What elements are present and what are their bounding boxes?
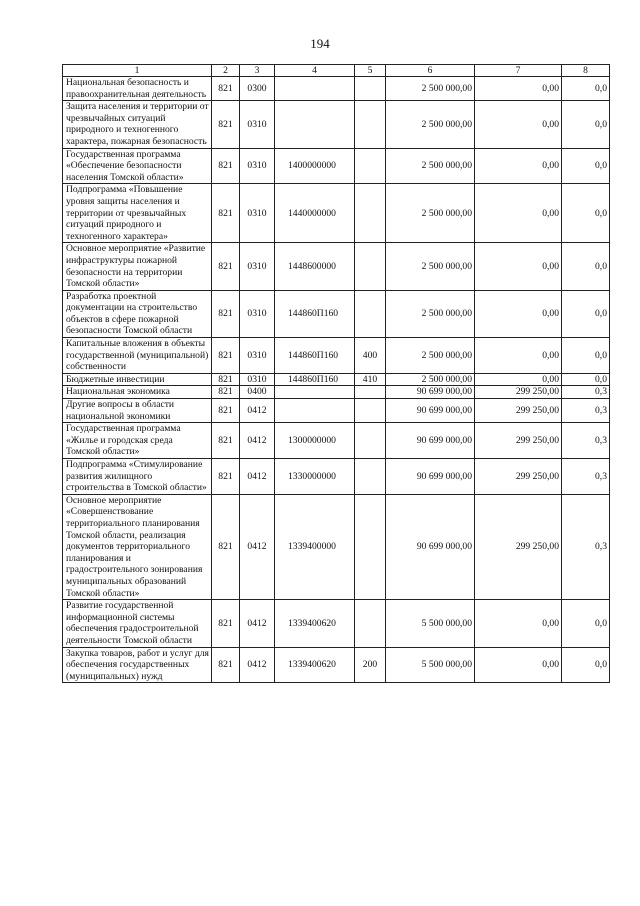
row-pct: 0,0 — [562, 148, 610, 184]
row-pct: 0,3 — [562, 459, 610, 495]
row-section: 0310 — [240, 243, 275, 290]
row-name: Подпрограмма «Повышение уровня защиты населения и территории от чрезвычайных ситуаций природного и техногенного характера» — [63, 184, 212, 243]
row-target: 1339400620 — [275, 647, 355, 683]
row-pct: 0,0 — [562, 101, 610, 148]
row-fact: 0,00 — [475, 338, 562, 374]
row-plan: 2 500 000,00 — [386, 184, 475, 243]
row-name: Развитие государственной информационной системы обеспечения градостроительной деятельности Томской области — [63, 600, 212, 647]
row-name: Разработка проектной документации на строительство объектов в сфере пожарной безопасности Томской области — [63, 290, 212, 337]
row-type — [355, 290, 386, 337]
row-plan: 2 500 000,00 — [386, 101, 475, 148]
row-plan: 5 500 000,00 — [386, 600, 475, 647]
table-row — [63, 148, 610, 184]
row-code: 821 — [212, 373, 240, 386]
table-row — [63, 101, 610, 148]
row-section: 0412 — [240, 600, 275, 647]
row-target: 1448600000 — [275, 243, 355, 290]
table-row — [63, 600, 610, 647]
row-section: 0310 — [240, 184, 275, 243]
row-pct: 0,0 — [562, 184, 610, 243]
row-fact: 299 250,00 — [475, 494, 562, 599]
column-header: 5 — [355, 65, 386, 77]
row-plan: 2 500 000,00 — [386, 373, 475, 386]
row-name: Подпрограмма «Стимулирование развития жилищного строительства в Томской области» — [63, 459, 212, 495]
row-name: Капитальные вложения в объекты государственной (муниципальной) собственности — [63, 338, 212, 374]
row-section: 0300 — [240, 77, 275, 101]
row-type — [355, 459, 386, 495]
row-type: 400 — [355, 338, 386, 374]
row-pct: 0,3 — [562, 423, 610, 459]
row-code: 821 — [212, 148, 240, 184]
column-header: 4 — [275, 65, 355, 77]
row-target: 1339400620 — [275, 600, 355, 647]
row-fact: 0,00 — [475, 647, 562, 683]
column-header: 6 — [386, 65, 475, 77]
row-section: 0400 — [240, 386, 275, 399]
row-section: 0310 — [240, 101, 275, 148]
row-plan: 2 500 000,00 — [386, 243, 475, 290]
row-pct: 0,0 — [562, 77, 610, 101]
row-target — [275, 386, 355, 399]
row-pct: 0,0 — [562, 647, 610, 683]
column-header: 1 — [63, 65, 212, 77]
row-name: Защита населения и территории от чрезвычайных ситуаций природного и техногенного характера, пожарная безопасность — [63, 101, 212, 148]
row-type — [355, 101, 386, 148]
row-section: 0412 — [240, 399, 275, 423]
row-code: 821 — [212, 184, 240, 243]
row-fact: 299 250,00 — [475, 423, 562, 459]
row-pct: 0,0 — [562, 600, 610, 647]
row-fact: 0,00 — [475, 243, 562, 290]
table-row — [63, 290, 610, 337]
row-type — [355, 77, 386, 101]
row-plan: 90 699 000,00 — [386, 386, 475, 399]
table-row — [63, 423, 610, 459]
row-name: Закупка товаров, работ и услуг для обеспечения государственных (муниципальных) нужд — [63, 647, 212, 683]
row-target: 1440000000 — [275, 184, 355, 243]
row-name: Национальная безопасность и правоохранительная деятельность — [63, 77, 212, 101]
column-header: 7 — [475, 65, 562, 77]
row-code: 821 — [212, 423, 240, 459]
row-section: 0310 — [240, 373, 275, 386]
row-type — [355, 423, 386, 459]
row-code: 821 — [212, 101, 240, 148]
table-row — [63, 494, 610, 599]
row-section: 0412 — [240, 494, 275, 599]
row-pct: 0,0 — [562, 373, 610, 386]
row-plan: 2 500 000,00 — [386, 338, 475, 374]
row-target: 144860П160 — [275, 338, 355, 374]
row-name: Бюджетные инвестиции — [63, 373, 212, 386]
row-name: Основное мероприятие «Совершенствование территориального планирования Томской области, реализация документов территориального планирования и градостроительного зонирования муниципальных образований Томской области» — [63, 494, 212, 599]
row-fact: 299 250,00 — [475, 399, 562, 423]
row-pct: 0,0 — [562, 290, 610, 337]
row-plan: 2 500 000,00 — [386, 77, 475, 101]
row-code: 821 — [212, 77, 240, 101]
row-pct: 0,3 — [562, 386, 610, 399]
row-section: 0412 — [240, 647, 275, 683]
row-fact: 299 250,00 — [475, 459, 562, 495]
row-type — [355, 494, 386, 599]
row-section: 0310 — [240, 338, 275, 374]
row-type: 200 — [355, 647, 386, 683]
row-fact: 0,00 — [475, 184, 562, 243]
row-code: 821 — [212, 243, 240, 290]
table-row — [63, 386, 610, 399]
column-header: 8 — [562, 65, 610, 77]
row-type — [355, 148, 386, 184]
row-target: 1300000000 — [275, 423, 355, 459]
row-target — [275, 101, 355, 148]
row-type — [355, 399, 386, 423]
row-fact: 299 250,00 — [475, 386, 562, 399]
row-name: Национальная экономика — [63, 386, 212, 399]
table-row — [63, 184, 610, 243]
column-header: 3 — [240, 65, 275, 77]
table-row — [63, 243, 610, 290]
row-target: 1400000000 — [275, 148, 355, 184]
row-fact: 0,00 — [475, 148, 562, 184]
row-fact: 0,00 — [475, 101, 562, 148]
row-fact: 0,00 — [475, 600, 562, 647]
row-target: 144860П160 — [275, 373, 355, 386]
row-name: Государственная программа «Обеспечение безопасности населения Томской области» — [63, 148, 212, 184]
column-header: 2 — [212, 65, 240, 77]
row-plan: 2 500 000,00 — [386, 290, 475, 337]
row-code: 821 — [212, 494, 240, 599]
row-pct: 0,0 — [562, 243, 610, 290]
row-plan: 5 500 000,00 — [386, 647, 475, 683]
row-code: 821 — [212, 647, 240, 683]
row-pct: 0,3 — [562, 399, 610, 423]
row-section: 0412 — [240, 459, 275, 495]
row-code: 821 — [212, 386, 240, 399]
row-name: Государственная программа «Жилье и городская среда Томской области» — [63, 423, 212, 459]
row-fact: 0,00 — [475, 290, 562, 337]
row-code: 821 — [212, 338, 240, 374]
row-code: 821 — [212, 600, 240, 647]
row-target — [275, 77, 355, 101]
row-type: 410 — [355, 373, 386, 386]
row-type — [355, 184, 386, 243]
row-section: 0412 — [240, 423, 275, 459]
table-row — [63, 77, 610, 101]
table-row — [63, 373, 610, 386]
table-row — [63, 459, 610, 495]
row-code: 821 — [212, 399, 240, 423]
row-section: 0310 — [240, 148, 275, 184]
row-fact: 0,00 — [475, 77, 562, 101]
row-type — [355, 243, 386, 290]
row-target: 1330000000 — [275, 459, 355, 495]
row-pct: 0,3 — [562, 494, 610, 599]
row-plan: 90 699 000,00 — [386, 494, 475, 599]
row-fact: 0,00 — [475, 373, 562, 386]
row-name: Основное мероприятие «Развитие инфраструктуры пожарной безопасности на территории Томской области» — [63, 243, 212, 290]
row-plan: 2 500 000,00 — [386, 148, 475, 184]
row-target: 144860П160 — [275, 290, 355, 337]
row-code: 821 — [212, 459, 240, 495]
row-plan: 90 699 000,00 — [386, 423, 475, 459]
row-name: Другие вопросы в области национальной экономики — [63, 399, 212, 423]
row-target — [275, 399, 355, 423]
page-number: 194 — [310, 36, 330, 51]
row-target: 1339400000 — [275, 494, 355, 599]
row-type — [355, 600, 386, 647]
row-plan: 90 699 000,00 — [386, 459, 475, 495]
row-pct: 0,0 — [562, 338, 610, 374]
table-row — [63, 338, 610, 374]
row-plan: 90 699 000,00 — [386, 399, 475, 423]
row-code: 821 — [212, 290, 240, 337]
row-section: 0310 — [240, 290, 275, 337]
table-row — [63, 399, 610, 423]
table-row — [63, 647, 610, 683]
budget-table — [62, 64, 610, 683]
table-header-row — [63, 65, 610, 77]
row-type — [355, 386, 386, 399]
